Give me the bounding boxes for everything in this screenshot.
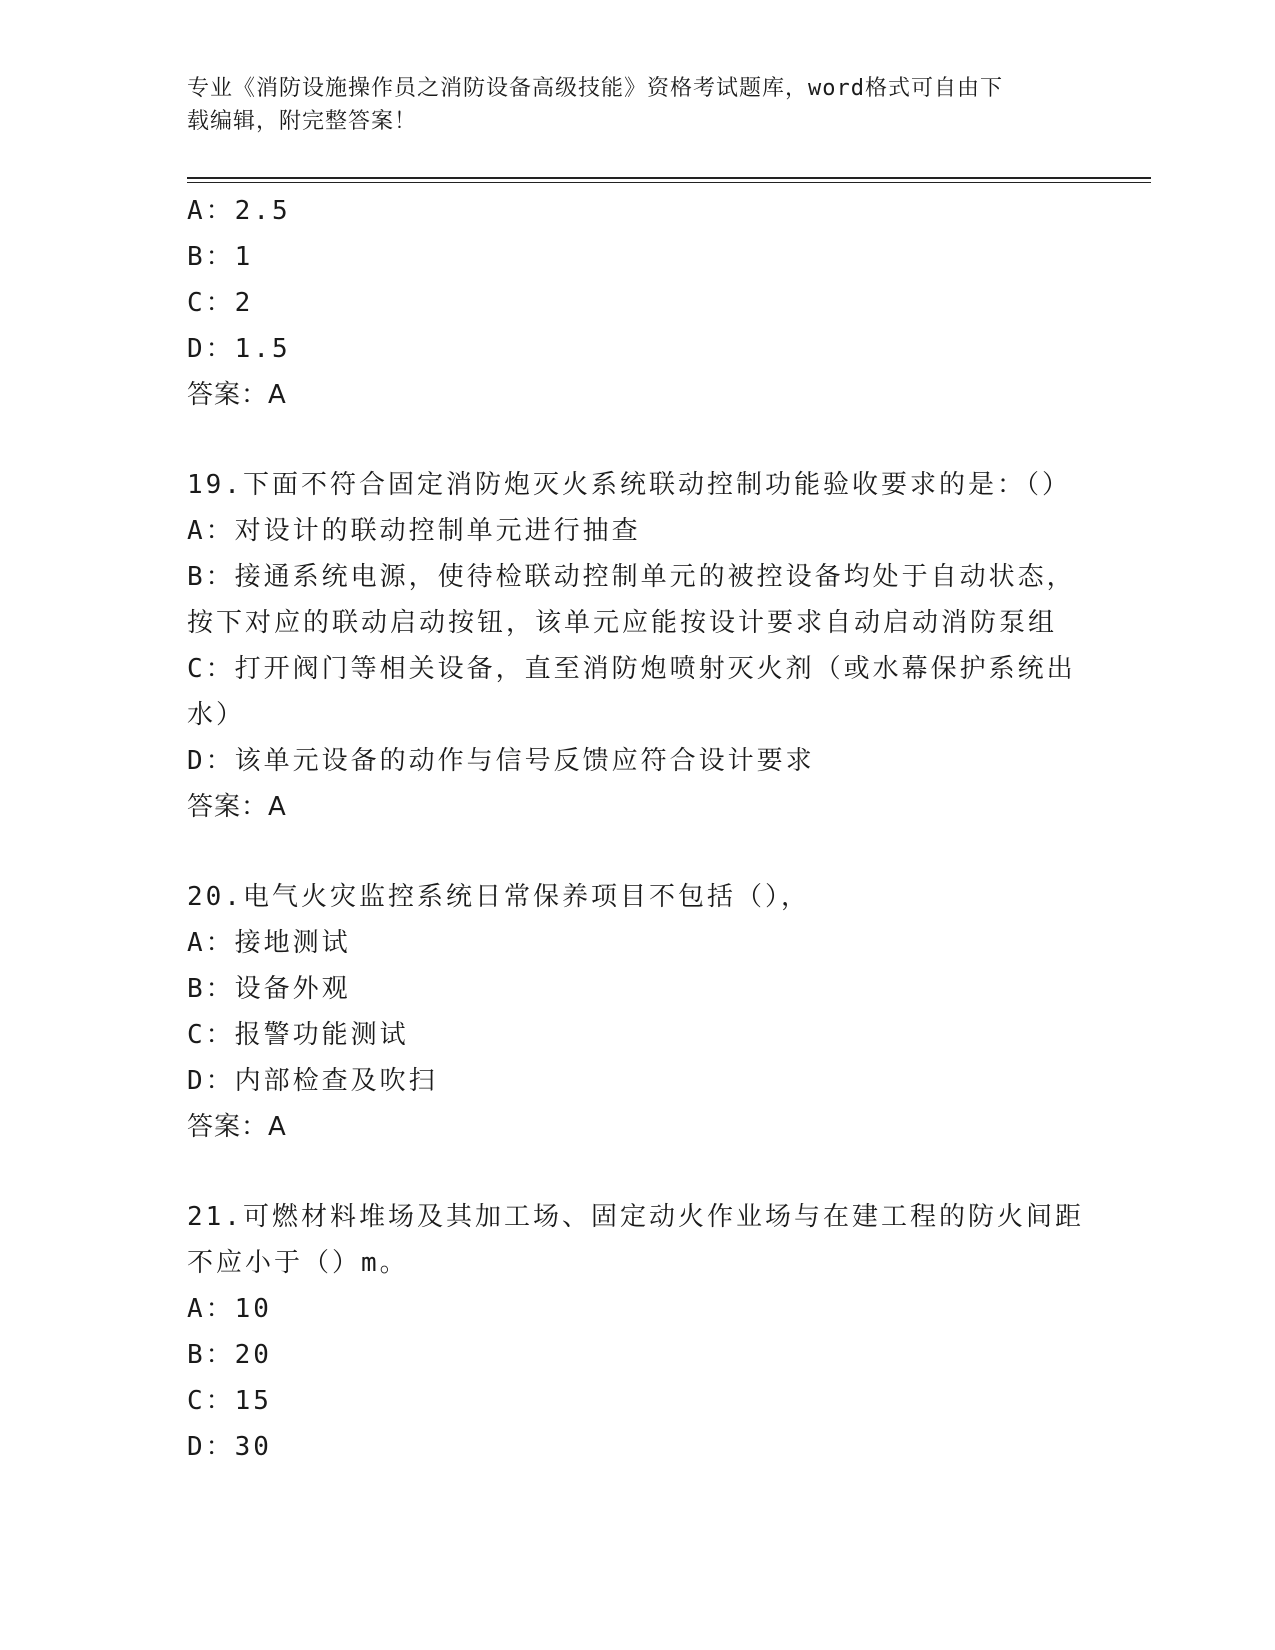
- answer-line: 答案：A: [187, 792, 287, 822]
- option-b: B：接通系统电源，使待检联动控制单元的被控设备均处于自动状态，: [187, 562, 1076, 592]
- prev-question: [187, 188, 1087, 418]
- option-d: D：30: [187, 1432, 272, 1462]
- header-line-1: 专业《消防设施操作员之消防设备高级技能》资格考试题库，word格式可自由下: [187, 76, 1003, 101]
- option-c: C：报警功能测试: [187, 1020, 409, 1050]
- option-a: A：10: [187, 1294, 272, 1324]
- option-a: A：2.5: [187, 196, 291, 226]
- answer-line: 答案：A: [187, 380, 287, 410]
- option-d: D：1.5: [187, 334, 291, 364]
- question-stem: 20.电气火灾监控系统日常保养项目不包括（），: [187, 882, 810, 912]
- option-a: A：接地测试: [187, 928, 351, 958]
- header-line-2: 载编辑，附完整答案！: [187, 109, 418, 134]
- question-19: [187, 462, 1087, 830]
- question-stem: 19.下面不符合固定消防炮灭火系统联动控制功能验收要求的是：（）: [187, 470, 1071, 500]
- option-b-continued: 按下对应的联动启动按钮，该单元应能按设计要求自动启动消防泵组: [187, 608, 1058, 638]
- header-divider-thin: [187, 182, 1151, 183]
- question-20: [187, 874, 1087, 1150]
- option-c: C：15: [187, 1386, 272, 1416]
- question-stem: 21.可燃材料堆场及其加工场、固定动火作业场与在建工程的防火间距: [187, 1202, 1084, 1232]
- option-c: C：打开阀门等相关设备，直至消防炮喷射灭火剂（或水幕保护系统出: [187, 654, 1076, 684]
- option-d: D：内部检查及吹扫: [187, 1066, 438, 1096]
- option-c: C：2: [187, 288, 254, 318]
- question-stem-continued: 不应小于（）m。: [187, 1248, 409, 1278]
- option-c-continued: 水）: [187, 700, 246, 730]
- option-d: D：该单元设备的动作与信号反馈应符合设计要求: [187, 746, 815, 776]
- question-list: [187, 188, 1087, 1470]
- document-header: [187, 72, 1077, 138]
- question-21: [187, 1194, 1087, 1470]
- option-b: B：20: [187, 1340, 272, 1370]
- option-b: B：设备外观: [187, 974, 351, 1004]
- header-divider-thick: [187, 177, 1151, 179]
- option-b: B：1: [187, 242, 254, 272]
- option-a: A：对设计的联动控制单元进行抽查: [187, 516, 641, 546]
- answer-line: 答案：A: [187, 1112, 287, 1142]
